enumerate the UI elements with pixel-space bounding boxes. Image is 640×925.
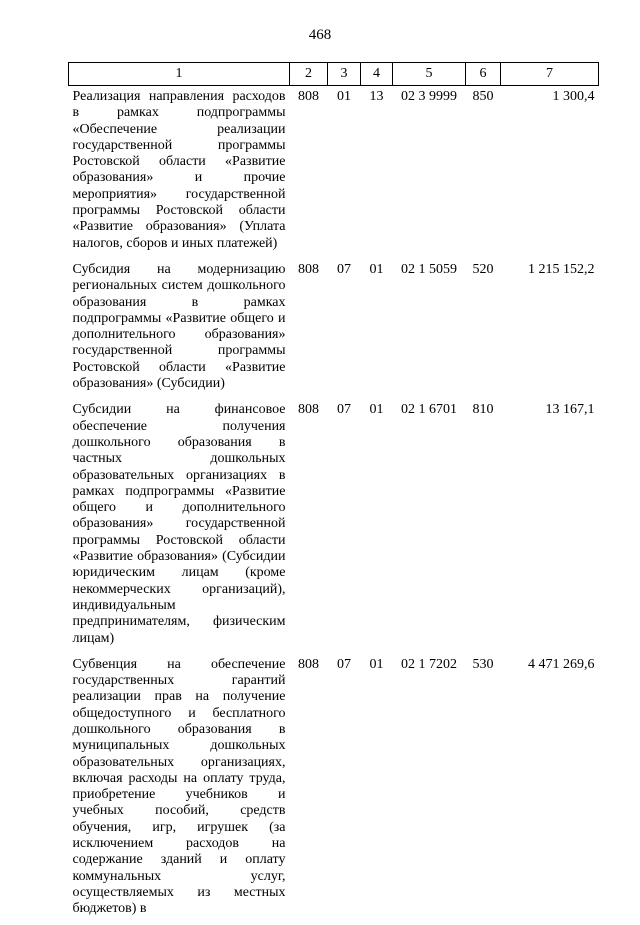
expense-type-code: 810 [472, 402, 494, 418]
expense-type-code: 520 [472, 261, 494, 277]
column-header: 7 [501, 63, 599, 86]
ministry-code: 808 [298, 402, 319, 418]
column-header: 5 [393, 63, 466, 86]
page-number: 468 [308, 27, 332, 43]
table-row [69, 86, 599, 259]
target-article-code: 02 1 6701 [401, 402, 457, 418]
expense-type-code: 850 [472, 89, 494, 104]
subsection-code: 01 [369, 656, 384, 672]
section-code: 01 [337, 89, 351, 104]
column-header: 3 [328, 63, 361, 86]
subsection-code: 01 [369, 261, 384, 277]
column-header: 6 [466, 63, 501, 86]
expense-description: Реализация направления расходов в рамках подпрограммы «Обеспечение реализации государственной программы Ростовской области «Развитие образования» и прочие мероприятия» государственной программы Ростовской области «Развитие образования» (Уплата налогов, сборов и иных платежей) [72, 89, 286, 251]
subsection-code: 13 [369, 89, 384, 104]
target-article-code: 02 1 7202 [401, 656, 457, 672]
target-article-code: 02 1 5059 [401, 261, 457, 277]
ministry-code: 808 [298, 261, 319, 277]
column-header: 1 [69, 63, 290, 86]
column-header: 2 [290, 63, 328, 86]
section-code: 07 [337, 656, 351, 672]
expense-description: Субсидии на финансовое обеспечение получения дошкольного образования в частных дошкольных образовательных организациях в рамках подпрограммы «Развитие общего и дополнительного образования» государственной программы Ростовской области «Развитие образования» (Субсидии юридическим лицам (кроме некоммерческих организаций), индивидуальным предпринимателям, физическим лицам) [72, 402, 286, 646]
budget-table [68, 62, 599, 925]
subsection-code: 01 [369, 402, 384, 418]
amount: 1 300,4 [552, 89, 595, 104]
table-row [69, 399, 599, 653]
table-row [69, 259, 599, 399]
amount: 13 167,1 [545, 402, 595, 418]
amount: 4 471 269,6 [528, 656, 595, 672]
amount: 1 215 152,2 [528, 261, 595, 277]
table-header [69, 63, 599, 86]
target-article-code: 02 3 9999 [401, 89, 457, 104]
expense-description: Субвенция на обеспечение государственных гарантий реализации прав на получение общедоступного и бесплатного дошкольного образования в муниципальных дошкольных образовательных организациях, включая расходы на оплату труда, приобретение учебников и учебных пособий, средств обучения, игр, игрушек (за исключением расходов на содержание зданий и оплату коммунальных услуг, осуществляемых из местных бюджетов) в [72, 656, 286, 917]
ministry-code: 808 [298, 656, 319, 672]
column-header: 4 [361, 63, 393, 86]
section-code: 07 [337, 261, 351, 277]
section-code: 07 [337, 402, 351, 418]
expense-description: Субсидия на модернизацию региональных систем дошкольного образования в рамках подпрограммы «Развитие общего и дополнительного образования» государственной программы Ростовской области «Развитие образования» (Субсидии) [72, 261, 286, 392]
table-row [69, 654, 599, 925]
expense-type-code: 530 [472, 656, 494, 672]
ministry-code: 808 [298, 89, 319, 104]
